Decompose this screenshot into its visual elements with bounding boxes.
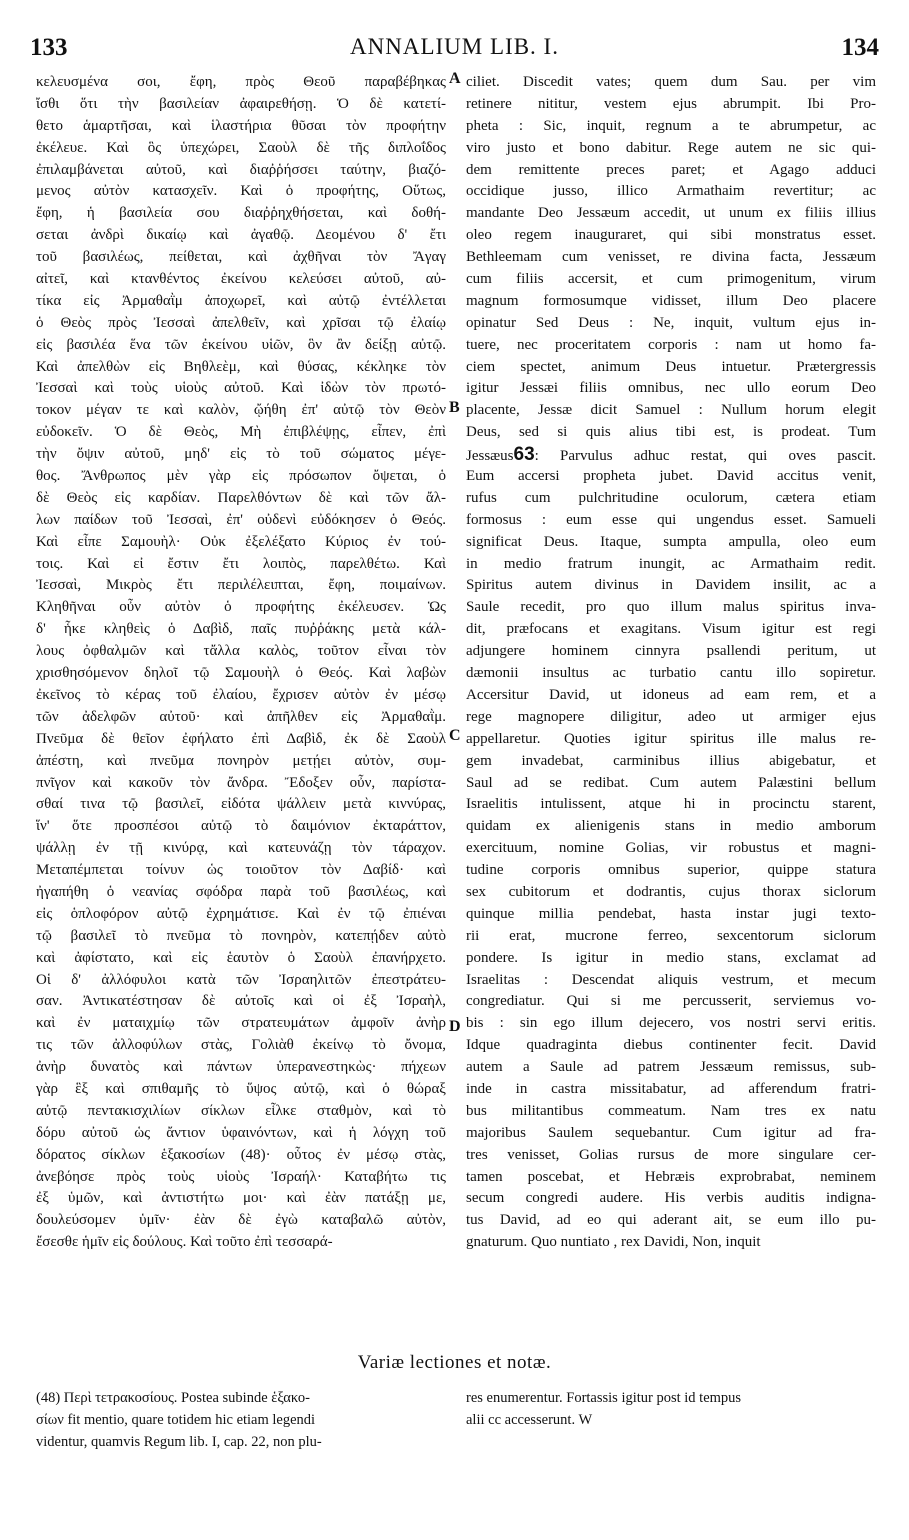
greek-text-line: Καὶ ἀπελθὼν εἰς Βηθλεὲμ, καὶ θύσας, κέκληκε τὸν bbox=[36, 358, 446, 375]
greek-text-line: τοις. Καὶ εἰ ἔστιν ἔτι λοιπὸς, παρελθέτω. Καὶ bbox=[36, 555, 446, 572]
chapter-number-marker: 63 bbox=[513, 444, 535, 466]
note-line: σίων fit mentio, quare totidem hic etiam legendi bbox=[36, 1411, 316, 1428]
latin-text-line: placente, Jessæ dicit Samuel : Nullum horum elegit bbox=[466, 402, 876, 419]
greek-text-line: λων παίδων τοῦ Ἰεσσαὶ, ἐπ' οὐδενὶ εὐδόκησεν ὁ Θεός. bbox=[36, 511, 446, 528]
latin-text-line: oleo regem inauguraret, qui sibi monstratus esset. bbox=[466, 227, 876, 244]
latin-text-line: formosus : eum esse qui ungendus esset. Samueli bbox=[466, 511, 876, 528]
latin-text-line: rii erat, mucrone ferreo, sexcentorum siclorum bbox=[466, 927, 876, 944]
latin-text-line: Saule recedit, pro quo illum malus spiritus inva- bbox=[466, 599, 876, 616]
greek-text-line: ἐπιλαμβάνεται αὐτοῦ, καὶ διαῤῥήσσει ταύτην, βιαζό- bbox=[36, 161, 446, 178]
greek-text-line: τις τῶν ἀλλοφύλων στὰς, Γολιὰθ ἐκείνῳ τὸ ὄνομα, bbox=[36, 1037, 446, 1054]
latin-text-line: gem invadebat, carminibus illius abigebatur, et bbox=[466, 752, 876, 769]
latin-text-line: tamen poscebat, et Hebræis exprobrabat, neminem bbox=[466, 1168, 876, 1185]
greek-text-line: δόρατος σίκλων ἑξακοσίων (48)· οὗτος ἐν μέσῳ στὰς, bbox=[36, 1146, 446, 1163]
greek-text-line: ἀπέστη, καὶ πνεῦμα πονηρὸν μετῄει αὐτὸν, συμ- bbox=[36, 752, 446, 769]
latin-text-line: dit, præfocans et exagitans. Visum igitur est regi bbox=[466, 621, 876, 638]
greek-text-line: καὶ ἀφίστατο, καὶ εἰς ἑαυτὸν ὁ Σαοὺλ ἐπανήρχετο. bbox=[36, 949, 446, 966]
greek-text-line: θετο ἁμαρτῆσαι, καὶ ἱλαστήρια θῦσαι τὸν προφήτην bbox=[36, 117, 446, 134]
margin-letter-a: A bbox=[449, 70, 461, 87]
greek-text-line: εἰς ὁπλοφόρον αὐτῷ ἐχρημάτισε. Καὶ ἐν τῷ ἐπιέναι bbox=[36, 905, 446, 922]
page-number-left: 133 bbox=[30, 34, 68, 61]
latin-text-line: viro justo et bono dabitur. Rege autem ne sic qui- bbox=[466, 139, 876, 156]
greek-text-line: χρισθησόμενον δηλοῖ τῷ Σαμουὴλ ὁ Θεός. Καὶ λαβὼν bbox=[36, 665, 446, 682]
latin-text-line: tuere, nec proceritatem corporis : nam ut homo fa- bbox=[466, 336, 876, 353]
greek-text-line: ἀνεβόησε πρὸς τοὺς υἱοὺς Ἰσραήλ· Καταβήτω τις bbox=[36, 1168, 446, 1185]
latin-text-line: Bethleemam cum venisset, re divina facta, Jessæum bbox=[466, 249, 876, 266]
note-line: videntur, quamvis Regum lib. I, cap. 22, non plu- bbox=[36, 1433, 322, 1450]
latin-text-line: quinque millia pendebat, hasta instar jugi texto- bbox=[466, 905, 876, 922]
note-line: alii cc accesserunt. W bbox=[466, 1411, 593, 1428]
greek-text-line: δουλεύσομεν ὑμῖν· ἐὰν δὲ ἐγὼ καταβαλῶ αὐτὸν, bbox=[36, 1212, 446, 1229]
greek-text-line: Κληθῆναι οὖν αὐτὸν ὁ προφήτης ἐκέλευσεν. Ὡς bbox=[36, 599, 446, 616]
greek-text-line: Ἰεσσαὶ καὶ τοὺς υἱοὺς αὐτοῦ. Καὶ ἰδὼν τὸν πρωτό- bbox=[36, 380, 446, 397]
latin-text-line: congrediatur. Qui si me percusserit, serviemus vo- bbox=[466, 993, 876, 1010]
greek-text-line: τοῦ βασιλέως, πείθεται, καὶ ἀχθῆναι τὸν Ἄγαγ bbox=[36, 249, 446, 266]
latin-text-line: ciem spectet, animum Deus intuetur. Prætergressis bbox=[466, 358, 876, 375]
latin-text-line: opinatur Sed Deus : Ne, inquit, vultum ejus in- bbox=[466, 314, 876, 331]
greek-text-line: αὐτῷ πεντακισχιλίων σίκλων εἷλκε σταθμὸν, καὶ τὸ bbox=[36, 1102, 446, 1119]
latin-text-line: Idque quadraginta diebus continenter fecit. David bbox=[466, 1037, 876, 1054]
greek-text-line: ἴσθι ὅτι τὴν βασιλείαν ἀφαιρεθήσῃ. Ὁ δὲ κατετί- bbox=[36, 95, 446, 112]
latin-text-column bbox=[466, 72, 876, 1254]
greek-text-line: τὴν ὄψιν αὐτοῦ, μηδ' εἰς τὸ τοῦ σώματος μέγε- bbox=[36, 446, 446, 463]
latin-text-line: bis : sin ego illum dejecero, vos nostri servi eritis. bbox=[466, 1015, 876, 1032]
greek-text-line: Πνεῦμα δὲ θεῖον ἐφήλατο ἐπὶ Δαβὶδ, ἐκ δὲ Σαοὺλ bbox=[36, 730, 446, 747]
latin-text-line: dæmonii insultus ac turbatio cantu illo sopiretur. bbox=[466, 665, 876, 682]
greek-text-column bbox=[36, 72, 446, 1254]
greek-text-line: εὐδοκεῖν. Ὁ δὲ Θεὸς, Μὴ ἐπιβλέψῃς, εἶπεν, ἐπὶ bbox=[36, 424, 446, 441]
margin-letter-b: B bbox=[449, 399, 460, 416]
latin-text-line: ciliet. Discedit vates; quem dum Sau. per vim bbox=[466, 74, 876, 90]
greek-text-line: Μεταπέμπεται τοίνυν ὡς τοιοῦτον τὸν Δαβίδ· καὶ bbox=[36, 862, 446, 879]
latin-text-line: exercituum, nomine Golias, vir robustus et magni- bbox=[466, 840, 876, 857]
latin-text-line: pondere. Is igitur in medio stans, exclamat ad bbox=[466, 949, 876, 966]
latin-text-line: Deus, sed si quis alius tibi est, is prodeat. Tum bbox=[466, 424, 876, 441]
latin-text-line: in medio fratrum inungit, ac Armathaim redit. bbox=[466, 555, 876, 572]
latin-text-line: retinere nititur, vestem ejus abrumpit. Ibi Pro- bbox=[466, 95, 876, 112]
greek-text-line: πνῖγον καὶ κακοῦν τὸν ἄνδρα. Ἔδοξεν οὖν, παρίστα- bbox=[36, 774, 446, 791]
latin-text-line: bus militantibus commeatum. Nam tres ex natu bbox=[466, 1102, 876, 1119]
greek-text-line: ψάλλῃ ἐν τῇ κινύρᾳ, καὶ κατευνάζῃ τὸν τάραχον. bbox=[36, 840, 446, 857]
greek-text-line: γὰρ ἓξ καὶ σπιθαμῆς τὸ ὕψος αὐτῷ, καὶ ὁ θώραξ bbox=[36, 1080, 446, 1097]
greek-text-line: δ' ἧκε κληθεὶς ὁ Δαβὶδ, παῖς πυῤῥάκης μετὰ κάλ- bbox=[36, 621, 446, 638]
note-line: (48) Περὶ τετρακοσίους. Postea subinde ἑξακο- bbox=[36, 1390, 310, 1406]
greek-text-line: σθαί τινα τῷ βασιλεῖ, εἰδότα ψάλλειν μετὰ κιννύρας, bbox=[36, 796, 446, 813]
greek-text-line: ἠγαπήθη ὁ νεανίας σφόδρα παρὰ τοῦ βασιλέως, καὶ bbox=[36, 883, 446, 900]
latin-text-line: Eum accersi propheta jubet. David accitus venit, bbox=[466, 468, 876, 485]
latin-text-line: Accersitur David, ut idoneus ad eam rem, et a bbox=[466, 686, 876, 703]
notes-right-column bbox=[466, 1390, 876, 1434]
latin-text-line: adjungere hominem cinnyra psallendi peritum, ut bbox=[466, 643, 876, 660]
greek-text-line: ἔφη, ἡ βασιλεία σου διαῤῥηχθήσεται, καὶ δοθή- bbox=[36, 205, 446, 222]
margin-letter-d: D bbox=[449, 1018, 461, 1035]
greek-text-line: ἔσεσθε ἡμῖν εἰς δούλους. Καὶ τοῦτο ἐπὶ τεσσαρά- bbox=[36, 1234, 333, 1251]
latin-text-line: Jessæus63: Parvulus adhuc restat, qui oves pascit. bbox=[466, 444, 876, 466]
greek-text-line: τίκα εἰς Ἀρμαθαῒμ ἀποχωρεῖ, καὶ αὐτῷ ἐντέλλεται bbox=[36, 292, 446, 309]
latin-text-line: Spiritus autem divinus in Davidem insilit, ac a bbox=[466, 577, 876, 594]
latin-text-line: rufus cum pulchritudine oculorum, cætera etiam bbox=[466, 489, 876, 506]
greek-text-line: κελευσμένα σοι, ἔφη, πρὸς Θεοῦ παραβέβηκας bbox=[36, 74, 446, 90]
latin-text-line: Israelitas : Descendat aliquis vestrum, et mecum bbox=[466, 971, 876, 988]
greek-text-line: ἐκέλευε. Καὶ ὃς ὑπεχώρει, Σαοὺλ δὲ τῆς διπλοΐδος bbox=[36, 139, 446, 156]
greek-text-line: καὶ ἐν ματαιχμίῳ τῶν στρατευμάτων ἀμφοῖν ἀνὴρ bbox=[36, 1015, 446, 1032]
latin-text-line: cum filiis accersit, et cum primogenitum, virum bbox=[466, 271, 876, 288]
latin-text-line: quidam ex alienigenis stans in medio amborum bbox=[466, 818, 876, 835]
latin-text-line: rege magnopere diligitur, adeo ut armiger ejus bbox=[466, 708, 876, 725]
latin-text-line: sex cubitorum et dodrantis, cujus thorax siclorum bbox=[466, 883, 876, 900]
greek-text-line: Ἰεσσαὶ, Μικρὸς ἔτι περιλέλειπται, ἔφη, ποιμαίνων. bbox=[36, 577, 446, 594]
greek-text-line: μενος αὐτὸν κατασχεῖν. Καὶ ὁ προφήτης, Οὕτως, bbox=[36, 183, 446, 200]
notes-left-column bbox=[36, 1390, 446, 1456]
latin-text-line: tres venisset, Golias rursus de more singulare cer- bbox=[466, 1146, 876, 1163]
greek-text-line: ἐξ ὑμῶν, καὶ ἀντιστήτω μοι· καὶ ἐὰν πατάξῃ με, bbox=[36, 1190, 446, 1207]
greek-text-line: αἰτεῖ, καὶ κτανθέντος ἐκείνου κελεύσει αὐτοῦ, αὐ- bbox=[36, 271, 446, 288]
greek-text-line: ἵν' ὅτε προσπέσοι αὐτῷ τὸ δαιμόνιον ἐκταράττον, bbox=[36, 818, 446, 835]
latin-text-line: dem remittente preces paret; et Agago adduci bbox=[466, 161, 876, 178]
greek-text-line: ὁ Θεὸς πρὸς Ἰεσσαὶ ἀπελθεῖν, καὶ χρῖσαι τῷ ἐλαίῳ bbox=[36, 314, 446, 331]
margin-letter-c: C bbox=[449, 727, 461, 744]
latin-text-line: igitur Jessæi filiis omnibus, nec ullo eorum Deo bbox=[466, 380, 876, 397]
greek-text-line: Οἱ δ' ἀλλόφυλοι κατὰ τῶν Ἰσραηλιτῶν ἐπεστράτευ- bbox=[36, 971, 446, 988]
latin-text-line: secum congredi audere. His verbis auditis indigna- bbox=[466, 1190, 876, 1207]
latin-text-line: majoribus Saulem sequebantur. Cum igitur ad fra- bbox=[466, 1124, 876, 1141]
page-header bbox=[30, 34, 879, 70]
latin-text-line: autem a Saule ad patrem Jessæum remissus, sub- bbox=[466, 1059, 876, 1076]
page-number-right: 134 bbox=[841, 34, 879, 61]
greek-text-line: λους ὀφθαλμῶν καὶ τἄλλα καλὸς, τοῦτον εἶναι τὸν bbox=[36, 643, 446, 660]
latin-text-line: gnaturum. Quo nuntiato , rex Davidi, Non, inquit bbox=[466, 1234, 761, 1251]
latin-text-line: pheta : Sic, inquit, regnum a te abrumpetur, ac bbox=[466, 117, 876, 134]
latin-text-line: inde in castra missitabatur, ad afferendum fratri- bbox=[466, 1080, 876, 1097]
latin-text-line: occidique jusso, illico Armathaim revertitur; ac bbox=[466, 183, 876, 200]
note-line: res enumerentur. Fortassis igitur post id tempus bbox=[466, 1390, 742, 1406]
greek-text-line: ἀνὴρ δυνατὸς καὶ πάντων ὑπερανεστηκὼς· πήχεων bbox=[36, 1059, 446, 1076]
latin-text-line: Saul ad se redibat. Cum autem Palæstini bellum bbox=[466, 774, 876, 791]
greek-text-line: εἰς βασιλέα ἕνα τῶν ἐκείνου υἱῶν, ὃν ἂν δείξῃ αὐτῷ. bbox=[36, 336, 446, 353]
notes-heading: Variæ lectiones et notæ. bbox=[357, 1352, 552, 1373]
greek-text-line: τοκον μέγαν τε καὶ καλὸν, ᾤήθη ἐπ' αὐτῷ τὸν Θεὸν bbox=[36, 402, 446, 419]
greek-text-line: δὲ Θεὸς εἰς καρδίαν. Παρελθόντων δὲ καὶ τῶν ἄλ- bbox=[36, 489, 446, 506]
latin-text-line: significat Deus. Itaque, sumpta ampulla, oleo eum bbox=[466, 533, 876, 550]
greek-text-line: θος. Ἄνθρωπος μὲν γὰρ εἰς πρόσωπον ὄψεται, ὁ bbox=[36, 468, 446, 485]
greek-text-line: τῷ βασιλεῖ τὸ πνεῦμα τὸ πονηρὸν, κατεπῄδεν αὐτὸ bbox=[36, 927, 446, 944]
greek-text-line: τῶν ἀδελφῶν αὐτοῦ· καὶ ἀπῆλθεν εἰς Ἀρμαθαῒμ. bbox=[36, 708, 446, 725]
latin-text-line: tudine corporis omnibus superior, quippe statura bbox=[466, 862, 876, 879]
latin-text-line: magnum formosumque vidisset, illum Deo placere bbox=[466, 292, 876, 309]
latin-text-line: Israelitis intulissent, atque hi in procinctu starent, bbox=[466, 796, 876, 813]
greek-text-line: ἐκεῖνος τὸ κέρας τοῦ ἐλαίου, ἔχρισεν αὐτὸν ἐν μέσῳ bbox=[36, 686, 446, 703]
greek-text-line: δόρυ αὐτοῦ ὡς ἄντιον ὑφαινόντων, καὶ ἡ λόγχη τοῦ bbox=[36, 1124, 446, 1141]
latin-text-line: mandante Deo Jessæum accedit, ut unum ex filiis illius bbox=[466, 205, 876, 222]
greek-text-line: σεται ἀνδρὶ δικαίῳ καὶ ἀγαθῷ. Δεομένου δ' ἔτι bbox=[36, 227, 446, 244]
running-title: ANNALIUM LIB. I. bbox=[350, 34, 559, 59]
latin-text-line: tus David, ad eo qui aderant ait, se eum illo pu- bbox=[466, 1212, 876, 1229]
greek-text-line: σαν. Ἀντικατέστησαν δὲ αὐτοῖς καὶ οἱ ἐξ Ἰσραὴλ, bbox=[36, 993, 446, 1010]
latin-text-line: appellaretur. Quoties igitur spiritus ille malus re- bbox=[466, 730, 876, 747]
greek-text-line: Καὶ εἶπε Σαμουὴλ· Οὐκ ἐξελέξατο Κύριος ἐν τού- bbox=[36, 533, 446, 550]
